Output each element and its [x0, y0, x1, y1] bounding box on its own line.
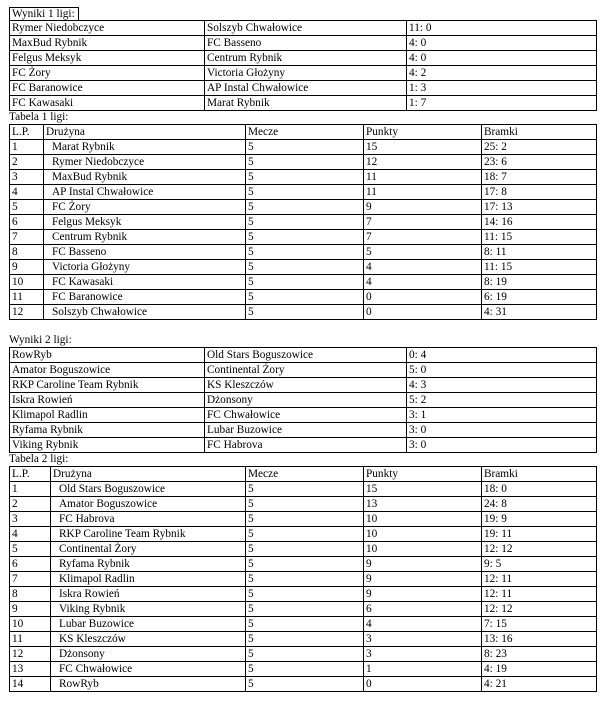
result-row	[10, 423, 597, 438]
position: 3	[10, 170, 44, 185]
team-name: Iskra Rowień	[51, 587, 246, 602]
away-team: Old Stars Boguszowice	[205, 348, 407, 363]
away-team: Dżonsony	[205, 393, 407, 408]
results-title-league2: Wyniki 2 ligi:	[9, 334, 72, 346]
score: 4: 2	[407, 66, 597, 81]
away-team: FC Chwałowice	[205, 408, 407, 423]
score: 1: 3	[407, 81, 597, 96]
points: 9	[364, 587, 482, 602]
games-played: 5	[246, 527, 364, 542]
standings-row	[10, 677, 597, 692]
standings-row	[10, 512, 597, 527]
result-row	[10, 348, 597, 363]
team-name: FC Żory	[44, 200, 246, 215]
goals: 24: 8	[482, 497, 597, 512]
games-played: 5	[246, 602, 364, 617]
home-team: RowRyb	[10, 348, 205, 363]
header-games: Mecze	[246, 125, 364, 140]
goals: 12: 12	[482, 542, 597, 557]
games-played: 5	[246, 140, 364, 155]
position: 12	[10, 647, 51, 662]
team-name: Solszyb Chwałowice	[44, 305, 246, 320]
games-played: 5	[246, 662, 364, 677]
position: 2	[10, 497, 51, 512]
team-name: FC Baranowice	[44, 290, 246, 305]
team-name: RKP Caroline Team Rybnik	[51, 527, 246, 542]
games-played: 5	[246, 215, 364, 230]
position: 14	[10, 677, 51, 692]
points: 10	[364, 542, 482, 557]
points: 13	[364, 497, 482, 512]
points: 7	[364, 230, 482, 245]
points: 10	[364, 527, 482, 542]
goals: 17: 8	[482, 185, 597, 200]
points: 11	[364, 185, 482, 200]
results-table-league2	[9, 347, 597, 453]
games-played: 5	[246, 290, 364, 305]
away-team: Solszyb Chwałowice	[205, 21, 407, 36]
standings-row	[10, 542, 597, 557]
team-name: Marat Rybnik	[44, 140, 246, 155]
goals: 8: 11	[482, 245, 597, 260]
goals: 14: 16	[482, 215, 597, 230]
header-lp: L.P.	[10, 125, 44, 140]
points: 10	[364, 512, 482, 527]
result-row	[10, 66, 597, 81]
games-played: 5	[246, 260, 364, 275]
standings-row	[10, 290, 597, 305]
score: 4: 3	[407, 378, 597, 393]
home-team: Viking Rybnik	[10, 438, 205, 453]
goals: 11: 15	[482, 260, 597, 275]
points: 7	[364, 215, 482, 230]
away-team: Lubar Buzowice	[205, 423, 407, 438]
position: 10	[10, 617, 51, 632]
goals: 25: 2	[482, 140, 597, 155]
standings-header-row	[10, 467, 597, 482]
header-points: Punkty	[364, 467, 482, 482]
games-played: 5	[246, 512, 364, 527]
score: 4: 0	[407, 36, 597, 51]
standings-row	[10, 587, 597, 602]
goals: 12: 11	[482, 572, 597, 587]
position: 4	[10, 185, 44, 200]
header-lp: L.P.	[10, 467, 51, 482]
away-team: Continental Żory	[205, 363, 407, 378]
standings-row	[10, 497, 597, 512]
team-name: Klimapol Radlin	[51, 572, 246, 587]
points: 3	[364, 632, 482, 647]
position: 11	[10, 290, 44, 305]
games-played: 5	[246, 557, 364, 572]
position: 2	[10, 155, 44, 170]
goals: 18: 0	[482, 482, 597, 497]
points: 4	[364, 260, 482, 275]
header-goals: Bramki	[482, 467, 597, 482]
points: 5	[364, 245, 482, 260]
team-name: KS Kleszczów	[51, 632, 246, 647]
result-row	[10, 81, 597, 96]
result-row	[10, 96, 597, 111]
position: 10	[10, 275, 44, 290]
position: 8	[10, 245, 44, 260]
games-played: 5	[246, 245, 364, 260]
goals: 19: 11	[482, 527, 597, 542]
points: 6	[364, 602, 482, 617]
result-row	[10, 21, 597, 36]
position: 4	[10, 527, 51, 542]
standings-row	[10, 602, 597, 617]
header-team: Drużyna	[44, 125, 246, 140]
results-table-league1	[9, 20, 597, 111]
home-team: Iskra Rowień	[10, 393, 205, 408]
points: 4	[364, 617, 482, 632]
games-played: 5	[246, 275, 364, 290]
standings-row	[10, 185, 597, 200]
position: 7	[10, 572, 51, 587]
score: 11: 0	[407, 21, 597, 36]
goals: 23: 6	[482, 155, 597, 170]
team-name: Lubar Buzowice	[51, 617, 246, 632]
goals: 8: 19	[482, 275, 597, 290]
goals: 4: 19	[482, 662, 597, 677]
team-name: Dżonsony	[51, 647, 246, 662]
position: 9	[10, 260, 44, 275]
score: 5: 2	[407, 393, 597, 408]
away-team: Marat Rybnik	[205, 96, 407, 111]
points: 12	[364, 155, 482, 170]
team-name: MaxBud Rybnik	[44, 170, 246, 185]
team-name: Continental Żory	[51, 542, 246, 557]
standings-row	[10, 617, 597, 632]
away-team: KS Kleszczów	[205, 378, 407, 393]
games-played: 5	[246, 185, 364, 200]
points: 11	[364, 170, 482, 185]
standings-row	[10, 230, 597, 245]
standings-row	[10, 557, 597, 572]
away-team: Victoria Głożyny	[205, 66, 407, 81]
points: 1	[364, 662, 482, 677]
goals: 4: 21	[482, 677, 597, 692]
goals: 4: 31	[482, 305, 597, 320]
standings-table-league1	[9, 124, 597, 320]
position: 6	[10, 557, 51, 572]
home-team: Klimapol Radlin	[10, 408, 205, 423]
away-team: Centrum Rybnik	[205, 51, 407, 66]
score: 1: 7	[407, 96, 597, 111]
away-team: FC Basseno	[205, 36, 407, 51]
document	[9, 7, 597, 692]
games-played: 5	[246, 482, 364, 497]
standings-row	[10, 305, 597, 320]
home-team: RKP Caroline Team Rybnik	[10, 378, 205, 393]
team-name: Centrum Rybnik	[44, 230, 246, 245]
position: 11	[10, 632, 51, 647]
goals: 19: 9	[482, 512, 597, 527]
result-row	[10, 363, 597, 378]
goals: 8: 23	[482, 647, 597, 662]
games-played: 5	[246, 572, 364, 587]
games-played: 5	[246, 677, 364, 692]
points: 0	[364, 677, 482, 692]
team-name: AP Instal Chwałowice	[44, 185, 246, 200]
goals: 12: 11	[482, 587, 597, 602]
points: 15	[364, 482, 482, 497]
team-name: Viking Rybnik	[51, 602, 246, 617]
results-title-league1: Wyniki 1 ligi:	[9, 7, 79, 20]
games-played: 5	[246, 542, 364, 557]
score: 4: 0	[407, 51, 597, 66]
position: 13	[10, 662, 51, 677]
games-played: 5	[246, 305, 364, 320]
away-team: AP Instal Chwałowice	[205, 81, 407, 96]
position: 1	[10, 140, 44, 155]
goals: 7: 15	[482, 617, 597, 632]
standings-row	[10, 260, 597, 275]
goals: 6: 19	[482, 290, 597, 305]
team-name: FC Habrova	[51, 512, 246, 527]
table-title-league2: Tabela 2 ligi:	[9, 453, 69, 465]
standings-row	[10, 482, 597, 497]
table-title-league1: Tabela 1 ligi:	[9, 111, 69, 123]
goals: 9: 5	[482, 557, 597, 572]
standings-row	[10, 200, 597, 215]
games-played: 5	[246, 647, 364, 662]
standings-header-row	[10, 125, 597, 140]
result-row	[10, 438, 597, 453]
standings-row	[10, 647, 597, 662]
goals: 13: 16	[482, 632, 597, 647]
position: 9	[10, 602, 51, 617]
score: 3: 0	[407, 423, 597, 438]
home-team: FC Żory	[10, 66, 205, 81]
goals: 12: 12	[482, 602, 597, 617]
team-name: Felgus Meksyk	[44, 215, 246, 230]
standings-row	[10, 245, 597, 260]
standings-table-league2	[9, 466, 597, 692]
position: 1	[10, 482, 51, 497]
score: 5: 0	[407, 363, 597, 378]
games-played: 5	[246, 155, 364, 170]
position: 7	[10, 230, 44, 245]
points: 15	[364, 140, 482, 155]
home-team: FC Kawasaki	[10, 96, 205, 111]
games-played: 5	[246, 632, 364, 647]
home-team: FC Baranowice	[10, 81, 205, 96]
header-goals: Bramki	[482, 125, 597, 140]
games-played: 5	[246, 200, 364, 215]
standings-row	[10, 632, 597, 647]
header-games: Mecze	[246, 467, 364, 482]
team-name: Amator Boguszowice	[51, 497, 246, 512]
games-played: 5	[246, 617, 364, 632]
standings-row	[10, 170, 597, 185]
position: 12	[10, 305, 44, 320]
goals: 11: 15	[482, 230, 597, 245]
points: 9	[364, 557, 482, 572]
team-name: Old Stars Boguszowice	[51, 482, 246, 497]
standings-row	[10, 662, 597, 677]
score: 3: 0	[407, 438, 597, 453]
points: 9	[364, 572, 482, 587]
games-played: 5	[246, 497, 364, 512]
standings-row	[10, 572, 597, 587]
goals: 17: 13	[482, 200, 597, 215]
games-played: 5	[246, 170, 364, 185]
standings-row	[10, 140, 597, 155]
points: 4	[364, 275, 482, 290]
goals: 18: 7	[482, 170, 597, 185]
position: 8	[10, 587, 51, 602]
home-team: Amator Boguszowice	[10, 363, 205, 378]
team-name: Ryfama Rybnik	[51, 557, 246, 572]
home-team: MaxBud Rybnik	[10, 36, 205, 51]
team-name: FC Kawasaki	[44, 275, 246, 290]
result-row	[10, 51, 597, 66]
result-row	[10, 378, 597, 393]
score: 3: 1	[407, 408, 597, 423]
points: 0	[364, 305, 482, 320]
standings-row	[10, 215, 597, 230]
section-gap	[9, 320, 597, 334]
points: 9	[364, 200, 482, 215]
standings-row	[10, 155, 597, 170]
points: 0	[364, 290, 482, 305]
header-team: Drużyna	[51, 467, 246, 482]
team-name: Rymer Niedobczyce	[44, 155, 246, 170]
team-name: FC Chwałowice	[51, 662, 246, 677]
games-played: 5	[246, 230, 364, 245]
score: 0: 4	[407, 348, 597, 363]
points: 3	[364, 647, 482, 662]
team-name: FC Basseno	[44, 245, 246, 260]
home-team: Ryfama Rybnik	[10, 423, 205, 438]
position: 6	[10, 215, 44, 230]
team-name: Victoria Głożyny	[44, 260, 246, 275]
header-points: Punkty	[364, 125, 482, 140]
result-row	[10, 393, 597, 408]
result-row	[10, 36, 597, 51]
result-row	[10, 408, 597, 423]
position: 5	[10, 200, 44, 215]
standings-row	[10, 527, 597, 542]
position: 5	[10, 542, 51, 557]
games-played: 5	[246, 587, 364, 602]
home-team: Rymer Niedobczyce	[10, 21, 205, 36]
standings-row	[10, 275, 597, 290]
position: 3	[10, 512, 51, 527]
team-name: RowRyb	[51, 677, 246, 692]
home-team: Felgus Meksyk	[10, 51, 205, 66]
away-team: FC Habrova	[205, 438, 407, 453]
